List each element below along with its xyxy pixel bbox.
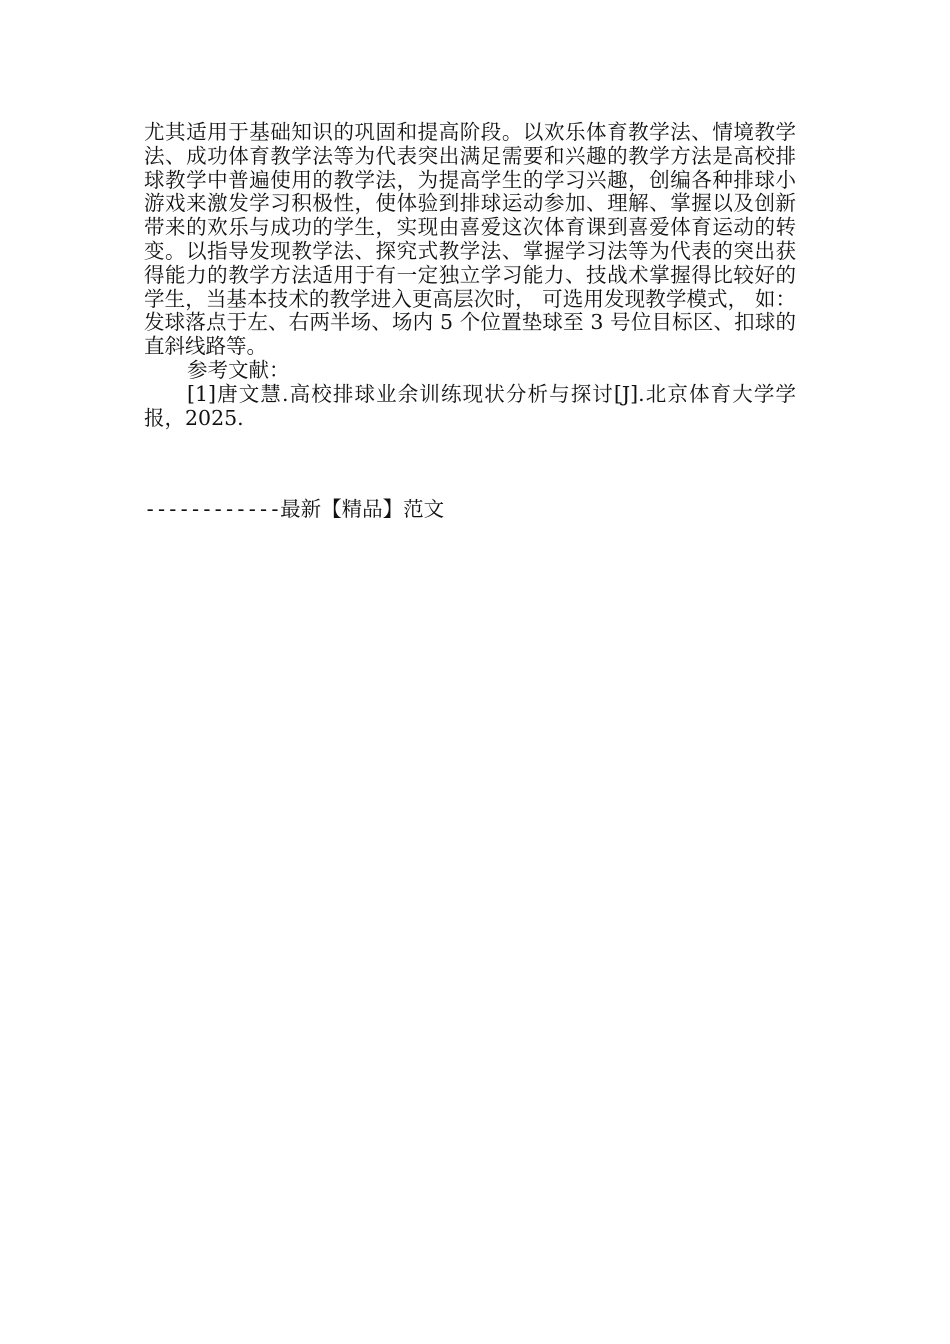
footer-label: 最新【精品】范文 (280, 497, 445, 521)
body-paragraph: 尤其适用于基础知识的巩固和提高阶段。以欢乐体育教学法、情境教学法、成功体育教学法等为代表突出满足需要和兴趣的教学方法是高校排球教学中普遍使用的教学法，为提高学生的学习兴趣，创编各种排球小游戏来激发学习积极性，使体验到排球运动参加、理解、掌握以及创新带来的欢乐与成功的学生，实现由喜爱这次体育课到喜爱体育运动的转变。以指导发现教学法、探究式教学法、掌握学习法等为代表的突出获得能力的教学方法适用于有一定独立学习能力、技战术掌握得比较好的学生，当基本技术的教学进入更高层次时， 可选用发现教学模式， 如： 发球落点于左、右两半场、场内 5 个位置垫球至 3 号位目标区、扣球的直斜线路等。 (144, 120, 796, 359)
references-heading: 参考文献： (187, 357, 290, 382)
reference-item-1: [1]唐文慧.高校排球业余训练现状分析与探讨[J].北京体育大学学报，2025. (144, 381, 796, 430)
document-body (144, 121, 796, 430)
footer-dashes: ------------ (144, 497, 281, 521)
footer-banner (144, 497, 444, 521)
